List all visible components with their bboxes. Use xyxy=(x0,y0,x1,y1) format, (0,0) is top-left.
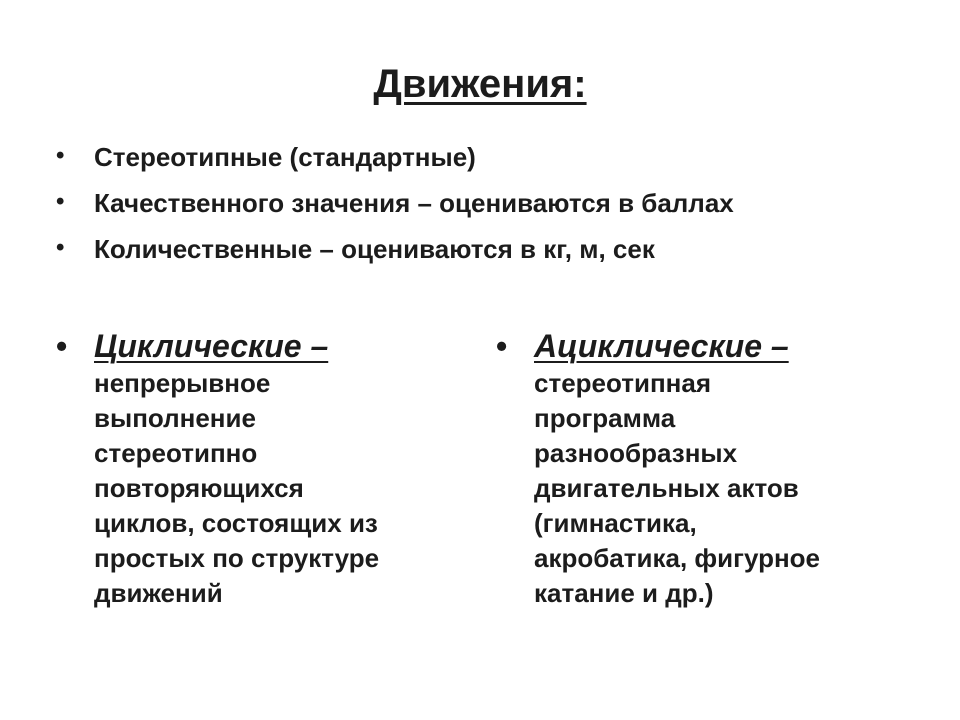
description-line: программа xyxy=(534,403,676,433)
acyclic-item xyxy=(496,328,916,611)
list-item-text: Стереотипные (стандартные) xyxy=(94,142,476,172)
slide-title xyxy=(0,60,960,108)
description-line: (гимнастика, xyxy=(534,508,697,538)
acyclic-column xyxy=(496,328,916,611)
cyclic-description xyxy=(94,366,456,611)
list-item xyxy=(56,234,734,264)
description-line: непрерывное xyxy=(94,368,271,398)
list-item-text: Количественные – оцениваются в кг, м, сек xyxy=(94,234,655,264)
acyclic-description xyxy=(534,366,916,611)
description-line: стереотипно xyxy=(94,438,258,468)
acyclic-heading: Ациклические – xyxy=(534,328,789,364)
bullet-icon: • xyxy=(56,234,65,261)
description-line: выполнение xyxy=(94,403,256,433)
list-item xyxy=(56,188,734,218)
description-line: двигательных актов xyxy=(534,473,799,503)
slide-title-text: Движения: xyxy=(373,62,587,106)
description-line: стереотипная xyxy=(534,368,711,398)
cyclic-item xyxy=(56,328,456,611)
top-bullet-list xyxy=(56,142,734,280)
bullet-icon: • xyxy=(56,142,65,169)
description-line: повторяющихся xyxy=(94,473,304,503)
list-item-text: Качественного значения – оцениваются в баллах xyxy=(94,188,734,218)
description-line: движений xyxy=(94,578,223,608)
description-line: акробатика, фигурное xyxy=(534,543,820,573)
description-line: простых по структуре xyxy=(94,543,380,573)
description-line: разнообразных xyxy=(534,438,738,468)
cyclic-column xyxy=(56,328,456,611)
bullet-icon: • xyxy=(56,328,68,364)
bullet-icon: • xyxy=(56,188,65,215)
cyclic-heading: Циклические – xyxy=(94,328,329,364)
bullet-icon: • xyxy=(496,328,508,364)
list-item xyxy=(56,142,734,172)
description-line: циклов, состоящих из xyxy=(94,508,378,538)
description-line: катание и др.) xyxy=(534,578,714,608)
